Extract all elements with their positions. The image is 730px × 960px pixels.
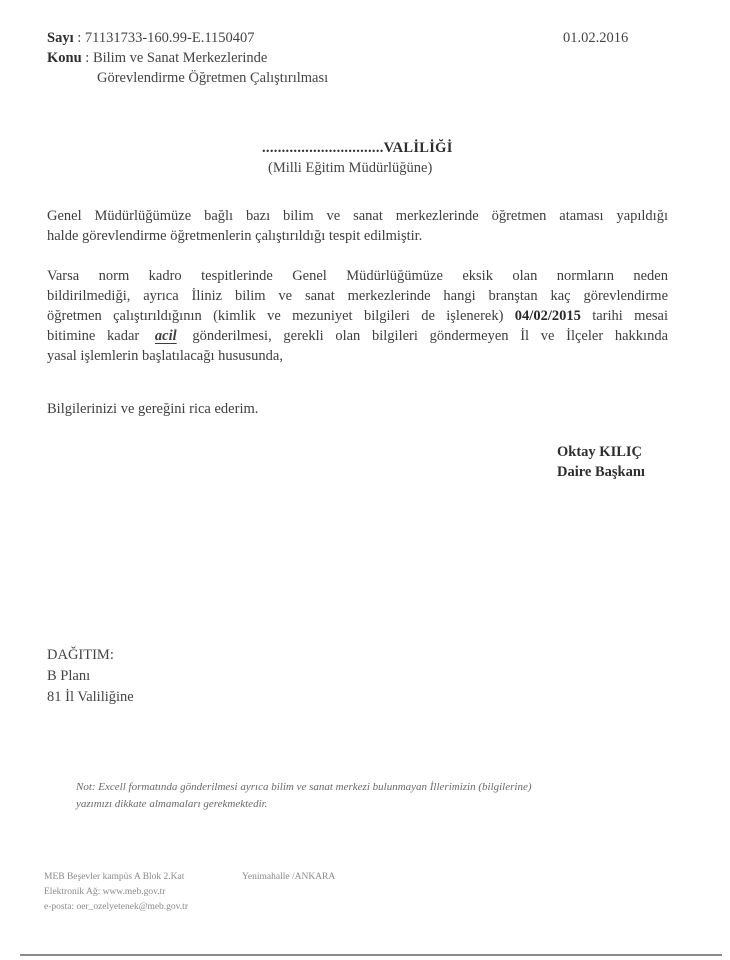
paragraph-1-line-2: halde görevlendirme öğretmenlerin çalıştırıldığı tespit edilmiştir. — [47, 228, 423, 244]
distribution-item: B Planı — [47, 668, 91, 684]
distribution-heading: DAĞITIM: — [47, 647, 114, 663]
line-3-text: öğretmen çalıştırıldığının (kimlik ve mezuniyet bilgileri de işlenerek) — [47, 308, 515, 324]
document-date: 01.02.2016 — [563, 30, 629, 46]
line-4-text: bitimine kadar — [47, 328, 151, 344]
konu-value-line1: : Bilim ve Sanat Merkezlerinde — [85, 50, 268, 66]
note-line-2: yazımızı dikkate almamaları gerekmektedir. — [76, 798, 268, 810]
paragraph-2-line-5: yasal işlemlerin başlatılacağı hususunda, — [47, 348, 283, 364]
closing-line: Bilgilerinizi ve gereğini rica ederim. — [47, 401, 259, 417]
sayi-label: Sayı — [47, 30, 74, 46]
paragraph-2-line-2: bildirilmediği, ayrıca İliniz bilim ve sanat merkezlerinde hangi branştan kaç görevlendirme — [47, 288, 668, 304]
footer-address: MEB Beşevler kampüs A Blok 2.Kat — [44, 872, 185, 882]
footer-web: Elektronik Ağ: www.meb.gov.tr — [44, 887, 166, 897]
distribution-item: 81 İl Valiliğine — [47, 689, 134, 705]
signatory-title: Daire Başkanı — [557, 464, 645, 480]
konu-value-line2: Görevlendirme Öğretmen Çalıştırılması — [97, 70, 329, 86]
paragraph-2-line-3 — [47, 306, 668, 326]
note-line-1: Not: Excell formatında gönderilmesi ayrıca bilim ve sanat merkezi bulunmayan İllerimizin (bilgilerine) — [76, 781, 532, 793]
addressee-title: ...............................VALİLİĞİ — [262, 140, 453, 156]
line-3-text-end: tarihi mesai — [580, 308, 669, 324]
footer-divider — [20, 954, 722, 956]
paragraph-1-line-1: Genel Müdürlüğümüze bağlı bazı bilim ve sanat merkezlerinde öğretmen ataması yapıldığı — [47, 208, 668, 224]
signatory-name: Oktay KILIÇ — [557, 444, 643, 460]
document-number — [47, 28, 255, 48]
deadline-date: 04/02/2015 — [514, 308, 581, 324]
sayi-value: : 71131733-160.99-E.1150407 — [77, 30, 255, 46]
paragraph-1 — [47, 206, 668, 246]
urgent-emphasis: acil — [154, 328, 177, 344]
footer-email: e-posta: oer_ozelyetenek@meb.gov.tr — [44, 902, 188, 912]
line-4-text-end: gönderilmesi, gerekli olan bilgileri göndermeyen İl ve İlçeler hakkında — [180, 328, 669, 344]
footer-city: Yenimahalle /ANKARA — [242, 872, 336, 882]
konu-label: Konu — [47, 50, 82, 66]
paragraph-2-line-4 — [47, 326, 668, 346]
subject — [47, 48, 267, 68]
paragraph-2-line-1: Varsa norm kadro tespitlerinde Genel Müdürlüğümüze eksik olan normların neden — [47, 268, 668, 284]
addressee-subtitle: (Milli Eğitim Müdürlüğüne) — [268, 160, 433, 176]
paragraph-2 — [47, 266, 668, 366]
